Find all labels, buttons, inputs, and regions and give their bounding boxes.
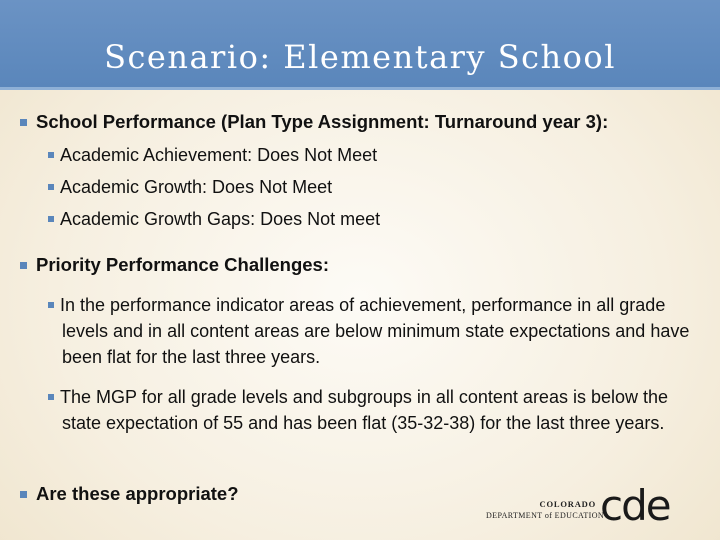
sub-bullet-text: In the performance indicator areas of achievement, performance in all grade levels and in all content areas are below minimum state expectations and have been flat for the last three years. xyxy=(60,295,690,367)
sub-bullet-text: The MGP for all grade levels and subgroups in all content areas is below the state expectation of 55 and has been flat (35-32-38) for the last three years. xyxy=(60,387,669,433)
square-bullet-icon xyxy=(48,216,54,222)
logo-department-text: DEPARTMENT of EDUCATION xyxy=(486,511,605,520)
square-bullet-icon xyxy=(48,302,54,308)
square-bullet-icon xyxy=(48,152,54,158)
logo-colorado-text: COLORADO xyxy=(539,499,596,509)
bullet-are-these-appropriate xyxy=(20,483,239,505)
bullet-text: School Performance (Plan Type Assignment: Turnaround year 3): xyxy=(36,111,609,132)
sub-bullet-text: Academic Achievement: Does Not Meet xyxy=(60,145,378,165)
square-bullet-icon xyxy=(20,119,27,126)
sub-bullet-mgp xyxy=(48,384,682,436)
square-bullet-icon xyxy=(48,394,54,400)
sub-bullet-growth xyxy=(48,174,678,200)
sub-bullet-text: Academic Growth Gaps: Does Not meet xyxy=(60,209,381,229)
sub-bullet-text: Academic Growth: Does Not Meet xyxy=(60,177,333,197)
sub-bullet-growth-gaps xyxy=(48,206,678,232)
logo-cde-mark: cde xyxy=(600,481,670,530)
cde-logo xyxy=(486,481,696,530)
bullet-school-performance xyxy=(20,111,608,133)
bullet-priority-challenges xyxy=(20,254,329,276)
slide-title: Scenario: Elementary School xyxy=(104,38,616,76)
square-bullet-icon xyxy=(20,491,27,498)
square-bullet-icon xyxy=(20,262,27,269)
bullet-text: Priority Performance Challenges: xyxy=(36,254,330,275)
square-bullet-icon xyxy=(48,184,54,190)
sub-bullet-achievement xyxy=(48,142,678,168)
bullet-text: Are these appropriate? xyxy=(36,483,239,504)
sub-bullet-indicator-areas xyxy=(48,292,692,370)
